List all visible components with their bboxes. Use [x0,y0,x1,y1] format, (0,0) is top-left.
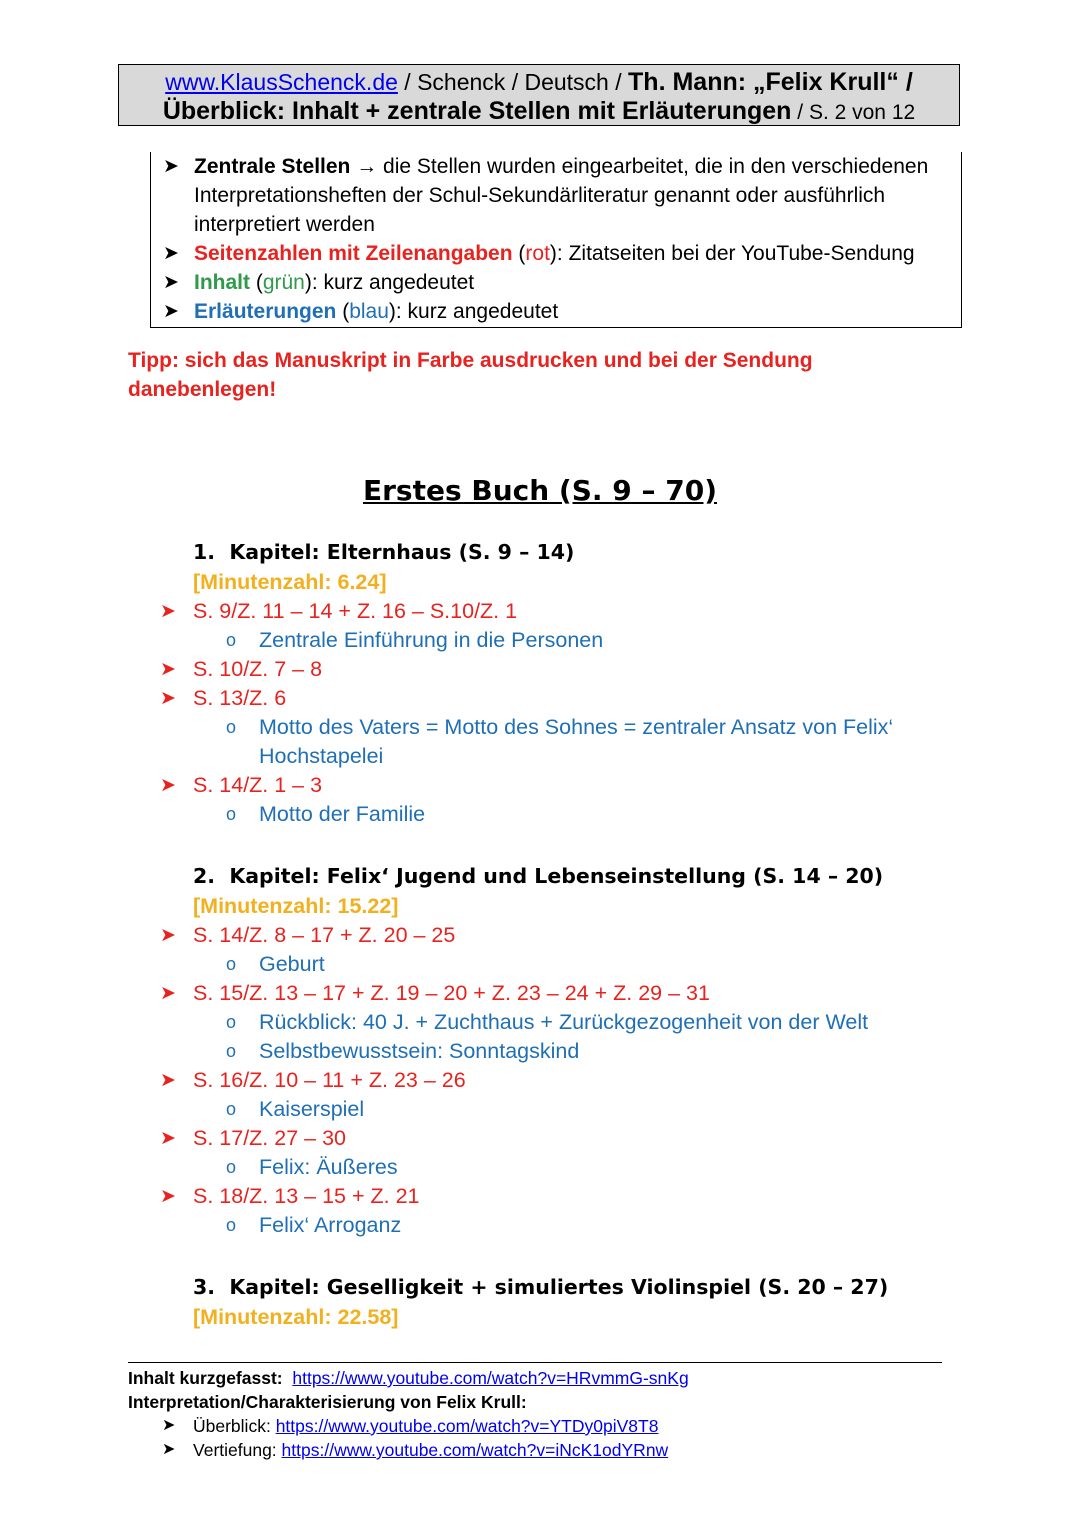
page-reference: ➤ S. 16/Z. 10 – 11 + Z. 23 – 26 [0,1066,1080,1095]
arrow-bullet-icon: ➤ [162,1417,176,1434]
chapter-minutes: [Minutenzahl: 15.22] [193,894,399,918]
explanation-note: o Geburt [0,950,1080,979]
circle-bullet-icon: o [226,954,237,974]
chapter-list [0,537,1080,1332]
circle-bullet-icon: o [226,717,237,737]
footer-sublabel: Vertiefung: [193,1440,277,1460]
site-link[interactable]: www.KlausSchenck.de [165,69,398,95]
header-line-2 [119,97,959,127]
footer-label: Interpretation/Charakterisierung von Felix Krull: [128,1392,527,1412]
header-title-2: Überblick: Inhalt + zentrale Stellen mit Erläuterungen [162,97,792,125]
summary-video-link[interactable]: https://www.youtube.com/watch?v=HRvmmG-snKg [292,1368,689,1388]
legend-lead: Seitenzahlen mit Zeilenangaben [194,242,513,265]
legend-item [151,297,961,326]
header-line-1 [119,68,959,97]
explanation-note: o Selbstbewusstsein: Sonntagskind [0,1037,1080,1066]
legend-color-word: blau [349,300,389,323]
footer-divider [128,1362,942,1363]
legend-paren: ( [250,271,263,294]
page-reference: ➤ S. 9/Z. 11 – 14 + Z. 16 – S.10/Z. 1 [0,597,1080,626]
legend-item [151,239,961,268]
legend-text: → die Stellen wurden eingearbeitet, die in den verschiedenen Interpretationsheften der Schul-Sekundärliteratur genannt oder ausführlich interpretiert werden [194,155,929,236]
header-title-1: Th. Mann: „Felix Krull“ / [628,68,913,96]
footer-sublabel: Überblick: [193,1416,271,1436]
explanation-note: o Zentrale Einführung in die Personen [0,626,1080,655]
arrow-bullet-icon: ➤ [160,1128,176,1149]
page-indicator: / S. 2 von 12 [791,101,916,124]
explanation-note: o Motto der Familie [0,800,1080,829]
legend-paren: ( [336,300,350,323]
arrow-bullet-icon: ➤ [163,301,179,322]
footer-line [128,1366,948,1390]
legend-color-word: rot [525,242,550,265]
explanation-note: o Motto des Vaters = Motto des Sohnes = zentraler Ansatz von Felix‘ [0,713,1080,742]
circle-bullet-icon: o [226,804,237,824]
book-title: Erstes Buch (S. 9 – 70) [362,474,718,507]
footer-line [128,1390,948,1414]
circle-bullet-icon: o [226,1041,237,1061]
legend-lead: Erläuterungen [194,300,337,323]
arrow-bullet-icon: ➤ [160,688,176,709]
explanation-note: o Felix‘ Arroganz [0,1211,1080,1240]
arrow-bullet-icon: ➤ [163,156,179,177]
legend-text: ): kurz angedeutet [388,300,559,323]
arrow-bullet-icon: ➤ [162,1441,176,1458]
explanation-note: o Rückblick: 40 J. + Zuchthaus + Zurückgezogenheit von der Welt [0,1008,1080,1037]
tipp-note: Tipp: sich das Manuskript in Farbe ausdrucken und bei der Sendung danebenlegen! [128,349,813,401]
footer-label: Inhalt kurzgefasst: [128,1368,283,1388]
arrow-bullet-icon: ➤ [163,243,179,264]
chapter-title: 3. Kapitel: Geselligkeit + simuliertes Violinspiel (S. 20 – 27) [193,1275,889,1299]
arrow-bullet-icon: ➤ [160,1186,176,1207]
arrow-bullet-icon: ➤ [160,1070,176,1091]
arrow-bullet-icon: ➤ [160,983,176,1004]
legend-item [151,268,961,297]
chapter-title: 1. Kapitel: Elternhaus (S. 9 – 14) [193,540,575,564]
legend-paren: ( [512,242,526,265]
chapter-minutes: [Minutenzahl: 22.58] [193,1305,399,1329]
page-reference: ➤ S. 14/Z. 1 – 3 [0,771,1080,800]
arrow-bullet-icon: ➤ [163,272,179,293]
legend-lead: Inhalt [194,271,250,294]
arrow-bullet-icon: ➤ [160,775,176,796]
circle-bullet-icon: o [226,1215,237,1235]
page-reference: ➤ S. 13/Z. 6 [0,684,1080,713]
legend-box [150,152,962,328]
deep-dive-video-link[interactable]: https://www.youtube.com/watch?v=iNcK1odYRnw [281,1440,669,1460]
legend-text: ): kurz angedeutet [304,271,475,294]
footer-subline [128,1438,948,1462]
page-reference: ➤ S. 15/Z. 13 – 17 + Z. 19 – 20 + Z. 23 – 24 + Z. 29 – 31 [0,979,1080,1008]
page-reference: ➤ S. 14/Z. 8 – 17 + Z. 20 – 25 [0,921,1080,950]
arrow-bullet-icon: ➤ [160,925,176,946]
document-header [118,64,960,126]
footer-subline [128,1414,948,1438]
overview-video-link[interactable]: https://www.youtube.com/watch?v=YTDy0piV8T8 [275,1416,659,1436]
circle-bullet-icon: o [226,1012,237,1032]
spacer [0,1240,1080,1272]
page-reference: ➤ S. 17/Z. 27 – 30 [0,1124,1080,1153]
circle-bullet-icon: o [226,630,237,650]
page-reference: ➤ S. 10/Z. 7 – 8 [0,655,1080,684]
spacer [0,829,1080,861]
circle-bullet-icon: o [226,1157,237,1177]
explanation-note-continued: Hochstapelei [259,744,384,768]
arrow-bullet-icon: ➤ [160,659,176,680]
circle-bullet-icon: o [226,1099,237,1119]
header-breadcrumb: / Schenck / Deutsch / [397,69,629,95]
chapter-minutes: [Minutenzahl: 6.24] [193,570,387,594]
explanation-note: o Kaiserspiel [0,1095,1080,1124]
explanation-note: o Felix: Äußeres [0,1153,1080,1182]
page-reference: ➤ S. 18/Z. 13 – 15 + Z. 21 [0,1182,1080,1211]
legend-lead: Zentrale Stellen [194,155,351,178]
chapter-title: 2. Kapitel: Felix‘ Jugend und Lebenseinstellung (S. 14 – 20) [193,864,884,888]
legend-text: ): Zitatseiten bei der YouTube-Sendung [549,242,915,265]
legend-item [151,152,961,239]
legend-color-word: grün [262,271,305,294]
footer [128,1366,948,1462]
arrow-bullet-icon: ➤ [160,601,176,622]
